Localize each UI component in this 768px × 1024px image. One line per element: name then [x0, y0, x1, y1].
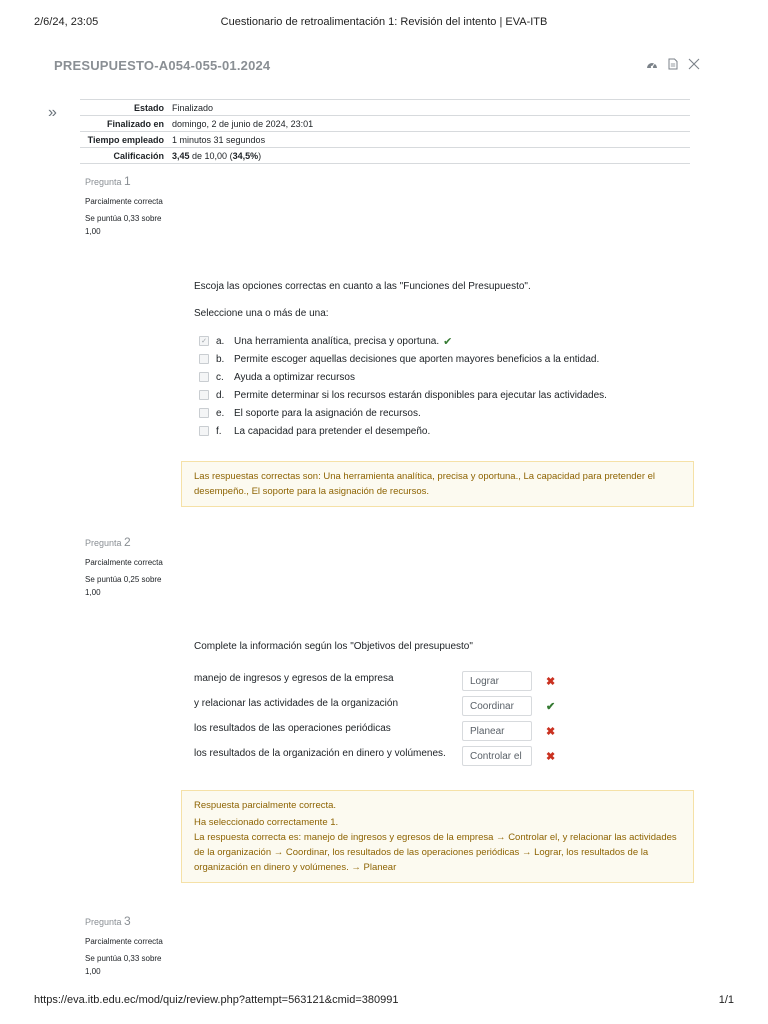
- incorrect-cross-icon: ✖: [546, 751, 556, 763]
- match-text: los resultados de la organización en dinero y volúmenes.: [194, 748, 446, 759]
- question-number-value: 1: [124, 174, 131, 188]
- summary-value: 1 minutos 31 segundos: [168, 132, 690, 148]
- question-info: [85, 915, 170, 978]
- feedback-count: Ha seleccionado correctamente 1.: [194, 817, 339, 828]
- answer-option: [199, 368, 607, 386]
- summary-row: [80, 116, 690, 132]
- question-grade: Se puntúa 0,33 sobre 1,00: [85, 954, 162, 976]
- header-icons: [646, 58, 700, 70]
- summary-row: [80, 132, 690, 148]
- close-icon[interactable]: [688, 58, 700, 70]
- summary-label: Tiempo empleado: [80, 132, 168, 148]
- checkbox[interactable]: [199, 354, 209, 364]
- checkbox-checked[interactable]: ✓: [199, 336, 209, 346]
- answer-option: [199, 332, 607, 350]
- match-row: [194, 748, 460, 759]
- question-label: Pregunta: [85, 177, 122, 187]
- option-letter: b.: [216, 353, 225, 365]
- summary-value: domingo, 2 de junio de 2024, 23:01: [168, 116, 690, 132]
- question-number-value: 2: [124, 535, 131, 549]
- incorrect-cross-icon: ✖: [546, 676, 556, 688]
- grade-mid: de 10,00 (: [189, 150, 233, 161]
- incorrect-cross-icon: ✖: [546, 726, 556, 738]
- option-letter: a.: [216, 335, 225, 347]
- print-page-number: 1/1: [718, 994, 734, 1006]
- question-feedback: [181, 461, 694, 507]
- print-url: https://eva.itb.edu.ec/mod/quiz/review.php?attempt=563121&cmid=380991: [34, 994, 399, 1006]
- summary-label: Estado: [80, 100, 168, 116]
- option-text: Ayuda a optimizar recursos: [234, 371, 355, 383]
- question-state: Parcialmente correcta: [85, 197, 163, 206]
- match-select[interactable]: Planear: [462, 721, 532, 741]
- question-info: [85, 175, 170, 238]
- question-number: [85, 175, 170, 189]
- question-number: [85, 915, 170, 929]
- option-text: La capacidad para pretender el desempeño.: [234, 425, 431, 437]
- match-text: los resultados de las operaciones periódicas: [194, 723, 391, 734]
- question-grade: Se puntúa 0,33 sobre 1,00: [85, 214, 162, 236]
- grade-percent: 34,5%: [232, 150, 259, 161]
- match-row: [194, 673, 460, 684]
- attempt-summary: [80, 99, 690, 164]
- checkbox[interactable]: [199, 408, 209, 418]
- match-row: [194, 698, 460, 709]
- match-select[interactable]: Controlar el: [462, 746, 532, 766]
- question-text: Complete la información según los "Objetivos del presupuesto": [194, 641, 473, 652]
- question-number-value: 3: [124, 914, 131, 928]
- option-letter: f.: [216, 425, 222, 437]
- feedback-answer: La respuesta correcta es: manejo de ingresos y egresos de la empresa → Controlar el, y relacionar las actividades de la organización → Coordinar, los resultados de las operaciones periódicas → Lograr, los resultados de la organización en dinero y volúmenes. → Planear: [194, 832, 677, 873]
- option-text: El soporte para la asignación de recursos.: [234, 407, 421, 419]
- match-select[interactable]: Coordinar: [462, 696, 532, 716]
- document-icon[interactable]: [668, 58, 678, 70]
- question-label: Pregunta: [85, 538, 122, 548]
- question-feedback: [181, 790, 694, 883]
- summary-value-grade: [168, 148, 690, 164]
- match-select[interactable]: Lograr: [462, 671, 532, 691]
- drawer-toggle-icon[interactable]: »: [48, 104, 57, 121]
- option-letter: d.: [216, 389, 225, 401]
- match-text: y relacionar las actividades de la organización: [194, 698, 399, 709]
- question-number: [85, 536, 170, 550]
- option-text: Una herramienta analítica, precisa y oportuna.: [234, 335, 440, 347]
- checkbox[interactable]: [199, 426, 209, 436]
- option-text: Permite escoger aquellas decisiones que aporten mayores beneficios a la entidad.: [234, 353, 600, 365]
- option-letter: e.: [216, 407, 225, 419]
- question-prompt: Seleccione una o más de una:: [194, 308, 329, 319]
- correct-check-icon: ✔: [546, 701, 556, 713]
- summary-row: [80, 100, 690, 116]
- grade-end: ): [258, 150, 262, 161]
- question-info: [85, 536, 170, 599]
- question-state: Parcialmente correcta: [85, 558, 163, 567]
- answer-option: [199, 386, 607, 404]
- option-letter: c.: [216, 371, 224, 383]
- answer-option: [199, 422, 607, 440]
- summary-label: Calificación: [80, 148, 168, 164]
- match-row: [194, 723, 460, 734]
- option-text: Permite determinar si los recursos estarán disponibles para ejecutar las actividades.: [234, 389, 607, 401]
- summary-value: Finalizado: [168, 100, 690, 116]
- dashboard-icon[interactable]: [646, 59, 658, 69]
- answer-option: [199, 350, 607, 368]
- summary-row: [80, 148, 690, 164]
- checkbox[interactable]: [199, 390, 209, 400]
- answer-options: [199, 332, 607, 440]
- summary-label: Finalizado en: [80, 116, 168, 132]
- checkbox[interactable]: [199, 372, 209, 382]
- course-title: PRESUPUESTO-A054-055-01.2024: [54, 58, 271, 73]
- feedback-status: Respuesta parcialmente correcta.: [194, 800, 337, 811]
- grade-points: 3,45: [172, 150, 190, 161]
- print-doc-title: Cuestionario de retroalimentación 1: Revisión del intento | EVA-ITB: [220, 16, 548, 28]
- question-state: Parcialmente correcta: [85, 937, 163, 946]
- feedback-text: Las respuestas correctas son: Una herramienta analítica, precisa y oportuna., La capacidad para pretender el desempeño., El soporte para la asignación de recursos.: [194, 471, 656, 497]
- match-text: manejo de ingresos y egresos de la empresa: [194, 673, 394, 684]
- print-date: 2/6/24, 23:05: [34, 16, 99, 28]
- answer-option: [199, 404, 607, 422]
- question-text: Escoja las opciones correctas en cuanto a las "Funciones del Presupuesto".: [194, 281, 531, 292]
- question-grade: Se puntúa 0,25 sobre 1,00: [85, 575, 162, 597]
- correct-check-icon: ✔: [443, 335, 453, 348]
- question-label: Pregunta: [85, 917, 122, 927]
